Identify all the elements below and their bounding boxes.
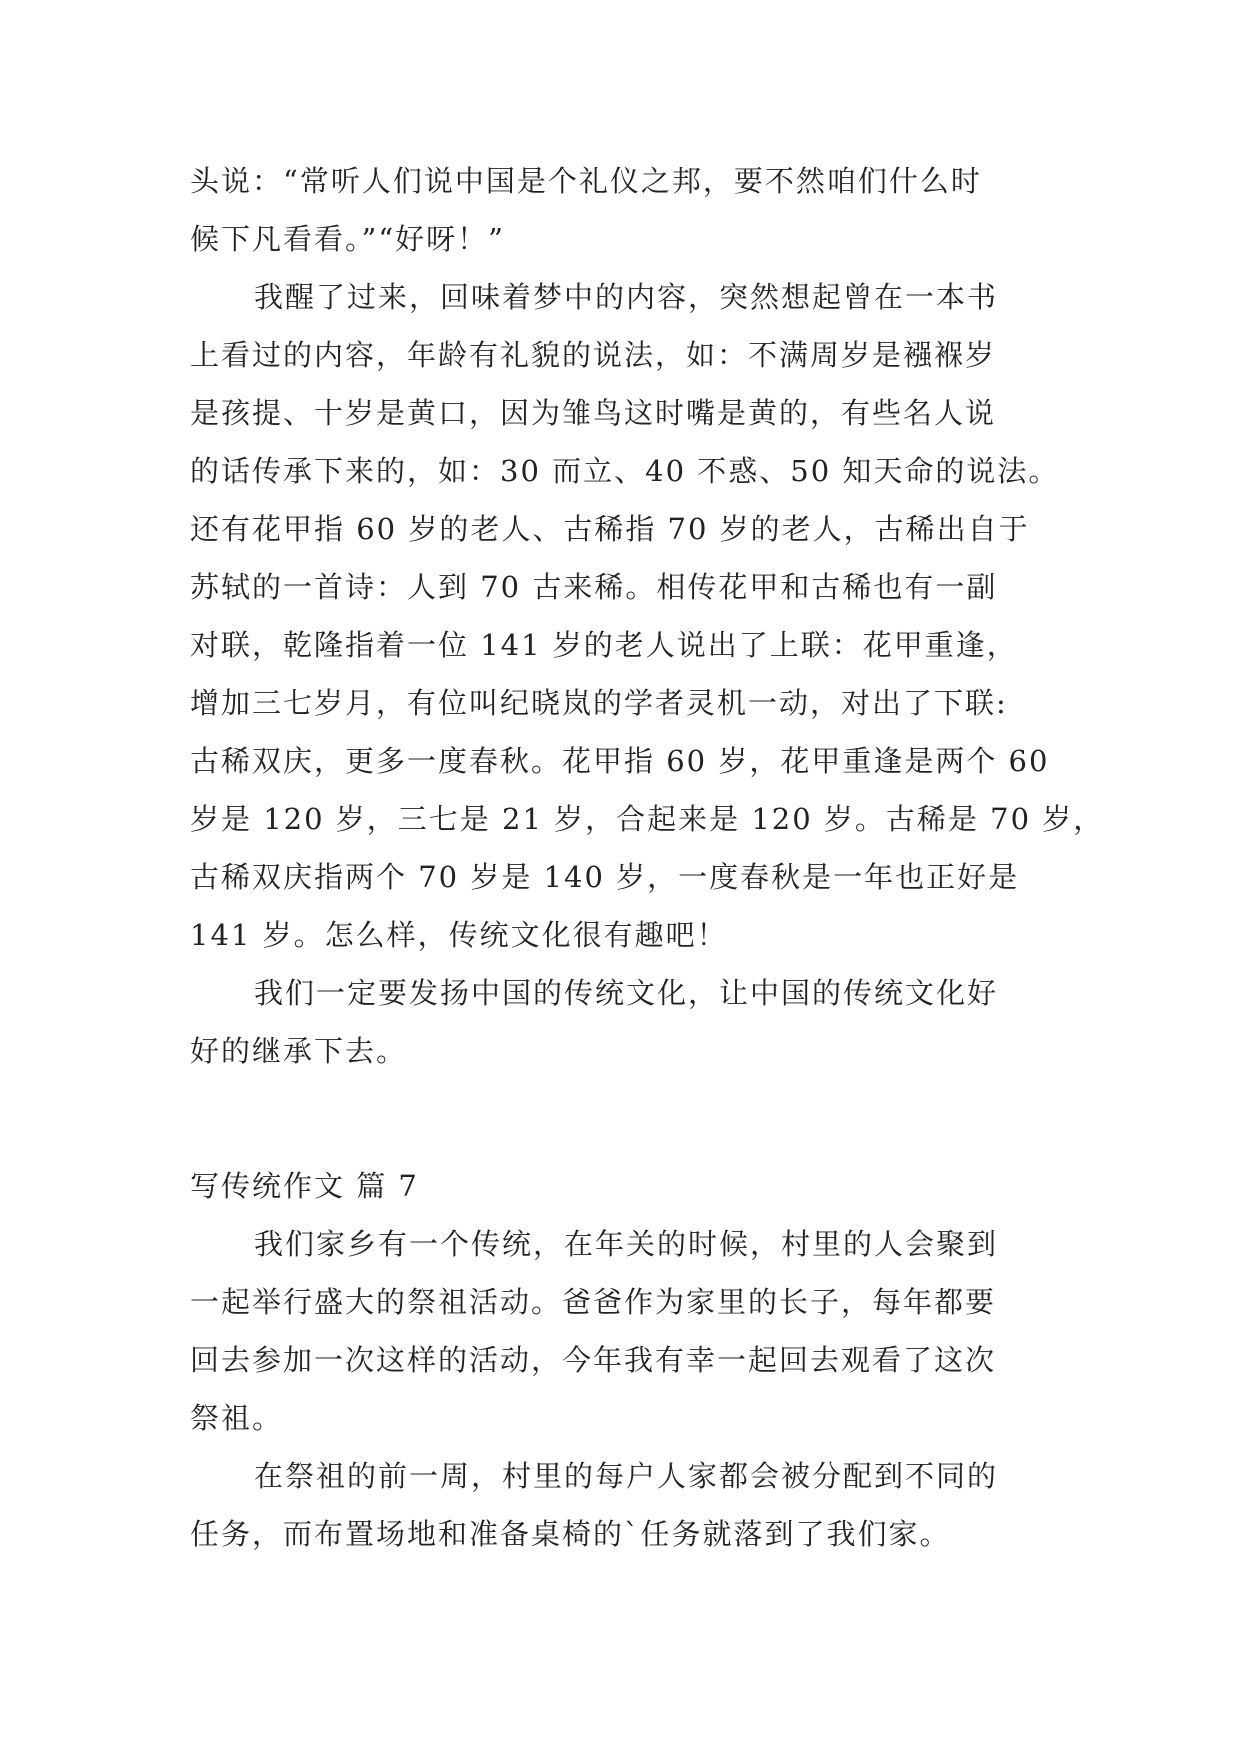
text-line: 对联，乾隆指着一位 141 岁的老人说出了上联：花甲重逢， [190, 628, 1018, 662]
text-line: 的话传承下来的，如：30 而立、40 不惑、50 知天命的说法。 [190, 454, 1060, 488]
text-line: 岁是 120 岁，三七是 21 岁，合起来是 120 岁。古稀是 70 岁， [190, 802, 1105, 836]
paragraph-age-names [190, 268, 1105, 964]
text-line: 祭祖。 [190, 1401, 284, 1435]
text-line: 还有花甲指 60 岁的老人、古稀指 70 岁的老人，古稀出自于 [190, 512, 1030, 546]
text-line: 我醒了过来，回味着梦中的内容，突然想起曾在一本书 [254, 280, 999, 314]
paragraph-dream-ending [190, 152, 1070, 268]
text-line: 增加三七岁月，有位叫纪晓岚的学者灵机一动，对出了下联: [190, 686, 1008, 720]
text-line: 头说：“常听人们说中国是个礼仪之邦，要不然咱们什么时 [190, 164, 982, 198]
paragraph-conclusion [190, 964, 1070, 1080]
text-line: 古稀双庆，更多一度春秋。花甲指 60 岁，花甲重逢是两个 60 [190, 744, 1050, 778]
text-line: 回去参加一次这样的活动，今年我有幸一起回去观看了这次 [190, 1343, 997, 1377]
text-line: 任务，而布置场地和准备桌椅的`任务就落到了我们家。 [190, 1517, 951, 1551]
paragraph-preparation [190, 1447, 1070, 1563]
text-line: 候下凡看看。”“好呀！” [190, 222, 505, 256]
text-line: 在祭祖的前一周，村里的每户人家都会被分配到不同的 [254, 1459, 999, 1493]
paragraph-ancestor-worship [190, 1215, 1070, 1447]
text-line: 上看过的内容，年龄有礼貌的说法，如：不满周岁是襁褓岁 [190, 338, 997, 372]
text-line: 一起举行盛大的祭祖活动。爸爸作为家里的长子，每年都要 [190, 1285, 997, 1319]
text-line: 我们家乡有一个传统，在年关的时候，村里的人会聚到 [254, 1227, 999, 1261]
section-spacer [190, 1080, 1070, 1157]
text-line: 我们一定要发扬中国的传统文化，让中国的传统文化好 [254, 976, 999, 1010]
section-heading: 写传统作文 篇 7 [190, 1169, 419, 1203]
text-line: 好的继承下去。 [190, 1034, 408, 1068]
text-line: 苏轼的一首诗：人到 70 古来稀。相传花甲和古稀也有一副 [190, 570, 998, 604]
text-line: 古稀双庆指两个 70 岁是 140 岁，一度春秋是一年也正好是 [190, 860, 1020, 894]
text-line: 是孩提、十岁是黄口，因为雏鸟这时嘴是黄的，有些名人说 [190, 396, 997, 430]
document-body [190, 152, 1105, 1563]
text-line: 141 岁。怎么样，传统文化很有趣吧！ [190, 918, 728, 952]
